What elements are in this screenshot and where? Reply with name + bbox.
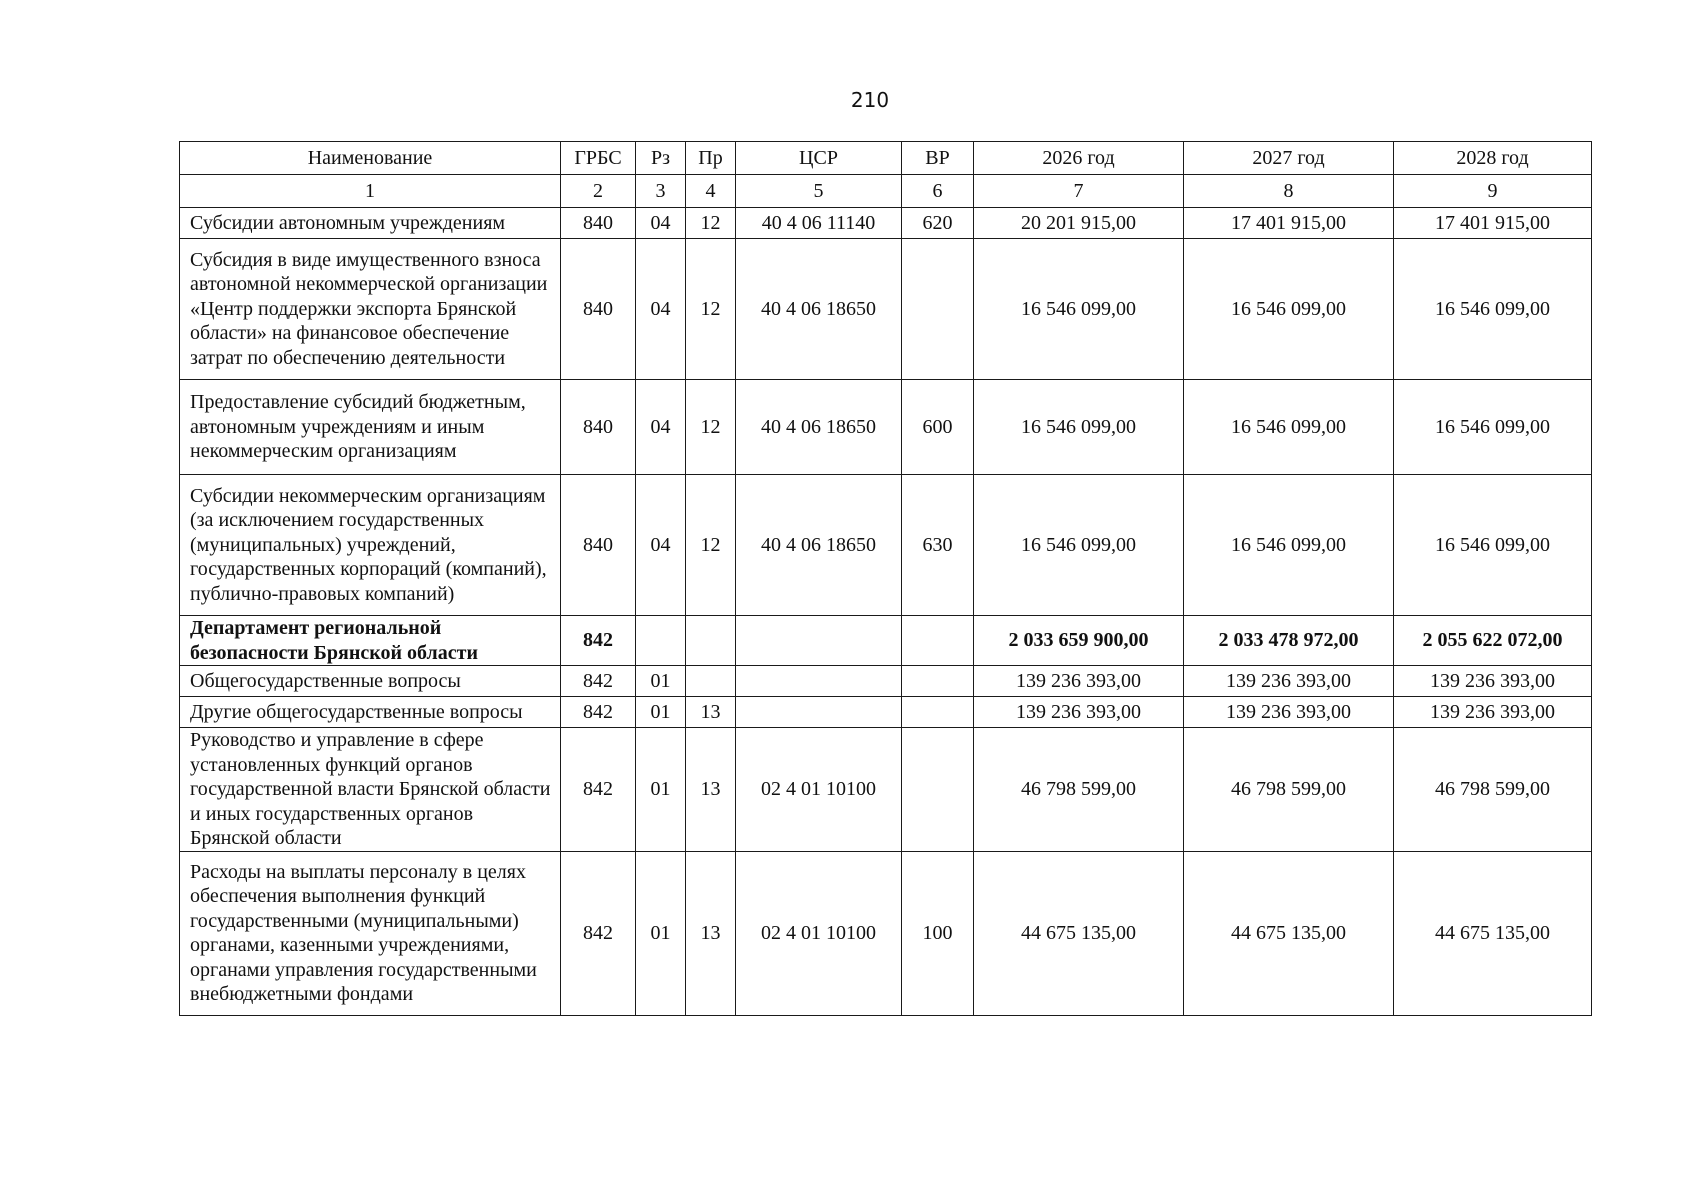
csr-cell [736,666,902,697]
table-row [180,616,1592,666]
rz-cell: 01 [636,666,686,697]
header-col-vr: ВР [902,142,974,175]
csr-cell: 40 4 06 18650 [736,380,902,475]
table-row [180,239,1592,380]
pr-cell: 13 [686,851,736,1015]
column-number-col-name: 1 [180,175,561,208]
amount-2028-cell: 139 236 393,00 [1394,697,1592,728]
vr-cell [902,697,974,728]
budget-table [179,141,1592,1016]
row-name-cell: Предоставление субсидий бюджетным, автономным учреждениям и иным некоммерческим организациям [180,380,561,475]
grbs-cell: 840 [561,208,636,239]
amount-2027-cell: 44 675 135,00 [1184,851,1394,1015]
header-col-rz: Рз [636,142,686,175]
amount-2027-cell: 139 236 393,00 [1184,697,1394,728]
column-number-col-rz: 3 [636,175,686,208]
table-row [180,697,1592,728]
csr-cell: 02 4 01 10100 [736,851,902,1015]
amount-2026-cell: 139 236 393,00 [974,666,1184,697]
grbs-cell: 840 [561,380,636,475]
grbs-cell: 842 [561,697,636,728]
amount-2027-cell: 139 236 393,00 [1184,666,1394,697]
grbs-cell: 842 [561,851,636,1015]
amount-2028-cell: 16 546 099,00 [1394,475,1592,616]
row-name-cell: Общегосударственные вопросы [180,666,561,697]
vr-cell [902,616,974,666]
header-col-pr: Пр [686,142,736,175]
rz-cell: 04 [636,208,686,239]
column-number-col-2026: 7 [974,175,1184,208]
header-col-2028: 2028 год [1394,142,1592,175]
rz-cell: 01 [636,728,686,852]
amount-2027-cell: 16 546 099,00 [1184,239,1394,380]
vr-cell [902,666,974,697]
pr-cell: 13 [686,697,736,728]
header-col-name: Наименование [180,142,561,175]
csr-cell: 40 4 06 18650 [736,239,902,380]
rz-cell: 01 [636,851,686,1015]
amount-2028-cell: 2 055 622 072,00 [1394,616,1592,666]
amount-2026-cell: 16 546 099,00 [974,239,1184,380]
column-number-col-2028: 9 [1394,175,1592,208]
row-name-cell: Субсидии некоммерческим организациям (за исключением государственных (муниципальных) учреждений, государственных корпораций (компаний), публично-правовых компаний) [180,475,561,616]
pr-cell: 12 [686,239,736,380]
table-row [180,475,1592,616]
amount-2027-cell: 16 546 099,00 [1184,380,1394,475]
header-col-csr: ЦСР [736,142,902,175]
amount-2026-cell: 16 546 099,00 [974,475,1184,616]
amount-2026-cell: 16 546 099,00 [974,380,1184,475]
vr-cell: 630 [902,475,974,616]
amount-2028-cell: 16 546 099,00 [1394,380,1592,475]
rz-cell: 01 [636,697,686,728]
header-col-2027: 2027 год [1184,142,1394,175]
header-row [180,142,1592,175]
rz-cell [636,616,686,666]
grbs-cell: 842 [561,616,636,666]
grbs-cell: 842 [561,666,636,697]
vr-cell [902,239,974,380]
column-number-col-pr: 4 [686,175,736,208]
grbs-cell: 842 [561,728,636,852]
row-name-cell: Субсидия в виде имущественного взноса автономной некоммерческой организации «Центр поддержки экспорта Брянской области» на финансовое обеспечение затрат по обеспечению деятельности [180,239,561,380]
vr-cell: 100 [902,851,974,1015]
header-col-grbs: ГРБС [561,142,636,175]
pr-cell: 12 [686,380,736,475]
csr-cell [736,697,902,728]
amount-2026-cell: 46 798 599,00 [974,728,1184,852]
pr-cell [686,666,736,697]
amount-2027-cell: 17 401 915,00 [1184,208,1394,239]
amount-2026-cell: 139 236 393,00 [974,697,1184,728]
amount-2026-cell: 44 675 135,00 [974,851,1184,1015]
rz-cell: 04 [636,380,686,475]
amount-2028-cell: 139 236 393,00 [1394,666,1592,697]
column-number-col-grbs: 2 [561,175,636,208]
table-row [180,208,1592,239]
row-name-cell: Департамент региональной безопасности Брянской области [180,616,561,666]
amount-2028-cell: 16 546 099,00 [1394,239,1592,380]
page-number: 210 [850,88,890,112]
vr-cell: 620 [902,208,974,239]
vr-cell [902,728,974,852]
vr-cell: 600 [902,380,974,475]
csr-cell: 40 4 06 18650 [736,475,902,616]
grbs-cell: 840 [561,239,636,380]
column-number-col-csr: 5 [736,175,902,208]
amount-2027-cell: 46 798 599,00 [1184,728,1394,852]
pr-cell: 13 [686,728,736,852]
csr-cell: 02 4 01 10100 [736,728,902,852]
row-name-cell: Расходы на выплаты персоналу в целях обеспечения выполнения функций государственными (муниципальными) органами, казенными учреждениями, органами управления государственными внебюджетными фондами [180,851,561,1015]
table-row [180,666,1592,697]
table-row [180,728,1592,852]
column-number-col-2027: 8 [1184,175,1394,208]
table-row [180,851,1592,1015]
amount-2026-cell: 2 033 659 900,00 [974,616,1184,666]
amount-2026-cell: 20 201 915,00 [974,208,1184,239]
row-name-cell: Субсидии автономным учреждениям [180,208,561,239]
header-col-2026: 2026 год [974,142,1184,175]
table-row [180,380,1592,475]
pr-cell: 12 [686,208,736,239]
amount-2028-cell: 17 401 915,00 [1394,208,1592,239]
column-number-col-vr: 6 [902,175,974,208]
column-number-row [180,175,1592,208]
csr-cell: 40 4 06 11140 [736,208,902,239]
pr-cell: 12 [686,475,736,616]
pr-cell [686,616,736,666]
rz-cell: 04 [636,475,686,616]
amount-2027-cell: 2 033 478 972,00 [1184,616,1394,666]
row-name-cell: Руководство и управление в сфере установленных функций органов государственной власти Брянской области и иных государственных органов Брянской области [180,728,561,852]
rz-cell: 04 [636,239,686,380]
csr-cell [736,616,902,666]
amount-2028-cell: 44 675 135,00 [1394,851,1592,1015]
row-name-cell: Другие общегосударственные вопросы [180,697,561,728]
grbs-cell: 840 [561,475,636,616]
amount-2027-cell: 16 546 099,00 [1184,475,1394,616]
amount-2028-cell: 46 798 599,00 [1394,728,1592,852]
table-body [180,142,1592,1016]
